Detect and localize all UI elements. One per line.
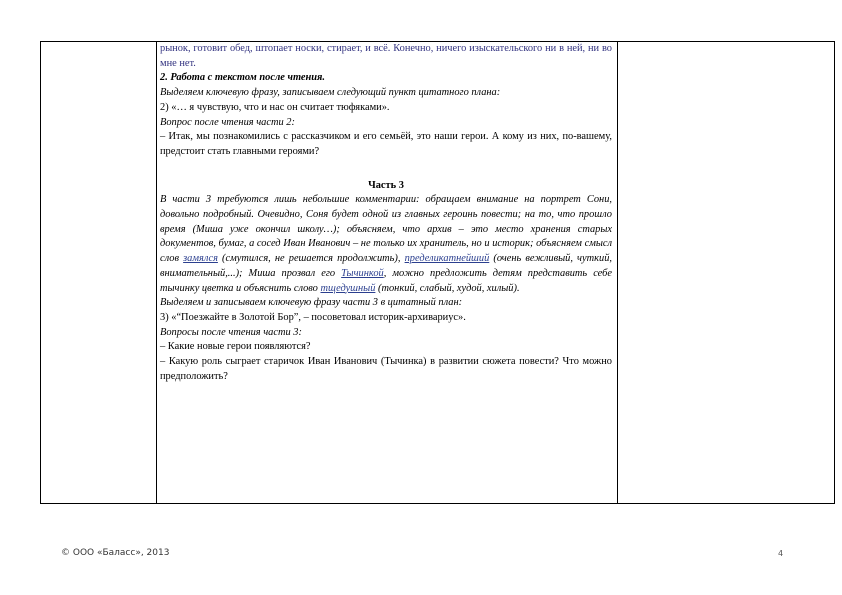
text-continuation: рынок, готовит обед, штопает носки, стирает, и всё. Конечно, ничего изыскательского ни в ней, ни во мне нет. — [160, 43, 612, 69]
instruction: Выделяем ключевую фразу, записываем следующий пункт цитатного плана: — [160, 87, 501, 99]
question-text: – Итак, мы познакомились с рассказчиком и его семьёй, это наши герои. А кому из них, по-вашему, предстоит стать главными героями? — [160, 131, 612, 157]
question-item: – Какую роль сыграет старичок Иван Иванович (Тычинка) в развитии сюжета повести? Что можно предположить? — [160, 356, 612, 382]
page-number: 4 — [778, 549, 784, 558]
quote-plan-item-3: 3) «“Поезжайте в Золотой Бор”, – посоветовал историк-архивариус». — [160, 311, 466, 323]
part3-text-d: , можно предложить детям представить себе тычинку цветка и объяснить слово — [160, 267, 612, 294]
part-title: Часть 3 — [368, 179, 404, 191]
part3-text-c: (очень вежливый, чуткий, внимательный,...); Миша прозвал его — [160, 253, 612, 279]
instruction-part3: Выделяем и записываем ключевую фразу части 3 в цитатный план: — [160, 297, 463, 309]
vocab-word-predelikatneyshiy[interactable]: пределикатнейший — [404, 253, 490, 265]
question-item: – Какие новые герои появляются? — [160, 341, 311, 353]
part3-commentary — [160, 193, 612, 296]
vocab-word-zamyalsya[interactable]: замялся — [183, 253, 218, 265]
table-column-left — [41, 42, 157, 503]
footer-copyright: © ООО «Баласс», 2013 — [61, 548, 170, 558]
vocab-word-tshchedushnyy[interactable]: тщедушный — [320, 282, 376, 294]
part3-text-a: В части 3 требуются лишь небольшие комментарии: обращаем внимание на портрет Сони, довольно подробный. Очевидно, Соня будет одной из главных героинь повести; на то, что прошло время (Миша уже окончил школу…); объясняем, что архив – это место хранения старых документов, бумаг, а сосед Иван Иванович – не только их хранитель, но и историк; объясняем смысл слов — [160, 194, 612, 265]
table-column-right — [617, 42, 836, 503]
questions-heading: Вопросы после чтения части 3: — [160, 326, 302, 338]
section-heading: 2. Работа с текстом после чтения. — [160, 72, 326, 84]
part3-text-e: (тонкий, слабый, худой, хилый). — [378, 282, 520, 294]
table-content-cell — [160, 42, 612, 384]
quote-plan-item-2: 2) «… я чувствую, что и нас он считает тюфяками». — [160, 101, 390, 113]
part3-text-b: (смутился, не решается продолжить), — [222, 253, 401, 265]
question-heading: Вопрос после чтения части 2: — [160, 116, 295, 128]
spacer — [160, 160, 612, 179]
vocab-word-tychinkoy[interactable]: Тычинкой — [341, 267, 384, 279]
